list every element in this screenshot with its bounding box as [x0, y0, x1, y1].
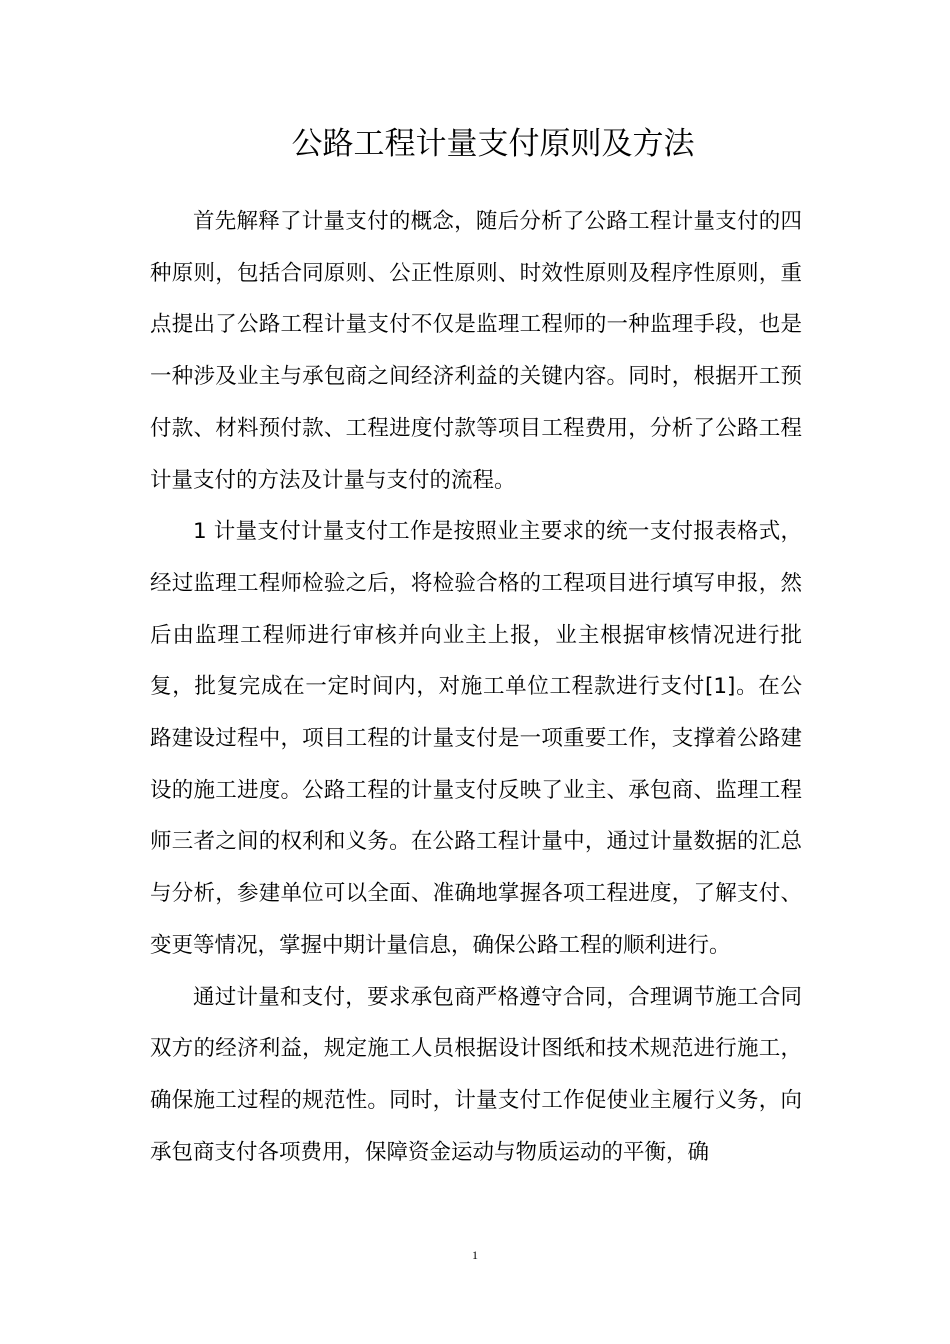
document-title: 公路工程计量支付原则及方法	[291, 126, 695, 162]
paragraph-abstract: 首先解释了计量支付的概念，随后分析了公路工程计量支付的四种原则，包括合同原则、公正性原则、时效性原则及程序性原则，重点提出了公路工程计量支付不仅是监理工程师的一种监理手段，也是一种涉及业主与承包商之间经济利益的关键内容。同时，根据开工预付款、材料预付款、工程进度付款等项目工程费用，分析了公路工程计量支付的方法及计量与支付的流程。	[150, 209, 802, 493]
document-body	[150, 196, 802, 1178]
paragraph-purpose: 通过计量和支付，要求承包商严格遵守合同，合理调节施工合同双方的经济利益，规定施工人员根据设计图纸和技术规范进行施工，确保施工过程的规范性。同时，计量支付工作促使业主履行义务，向承包商支付各项费用，保障资金运动与物质运动的平衡，确	[150, 984, 802, 1165]
paragraph-section-1: 1 计量支付计量支付工作是按照业主要求的统一支付报表格式，经过监理工程师检验之后，将检验合格的工程项目进行填写申报，然后由监理工程师进行审核并向业主上报，业主根据审核情况进行批复，批复完成在一定时间内，对施工单位工程款进行支付[1]。在公路建设过程中，项目工程的计量支付是一项重要工作，支撑着公路建设的施工进度。公路工程的计量支付反映了业主、承包商、监理工程师三者之间的权利和义务。在公路工程计量中，通过计量数据的汇总与分析，参建单位可以全面、准确地掌握各项工程进度，了解支付、变更等情况，掌握中期计量信息，确保公路工程的顺利进行。	[150, 519, 802, 958]
page-number: 1	[472, 1248, 478, 1262]
